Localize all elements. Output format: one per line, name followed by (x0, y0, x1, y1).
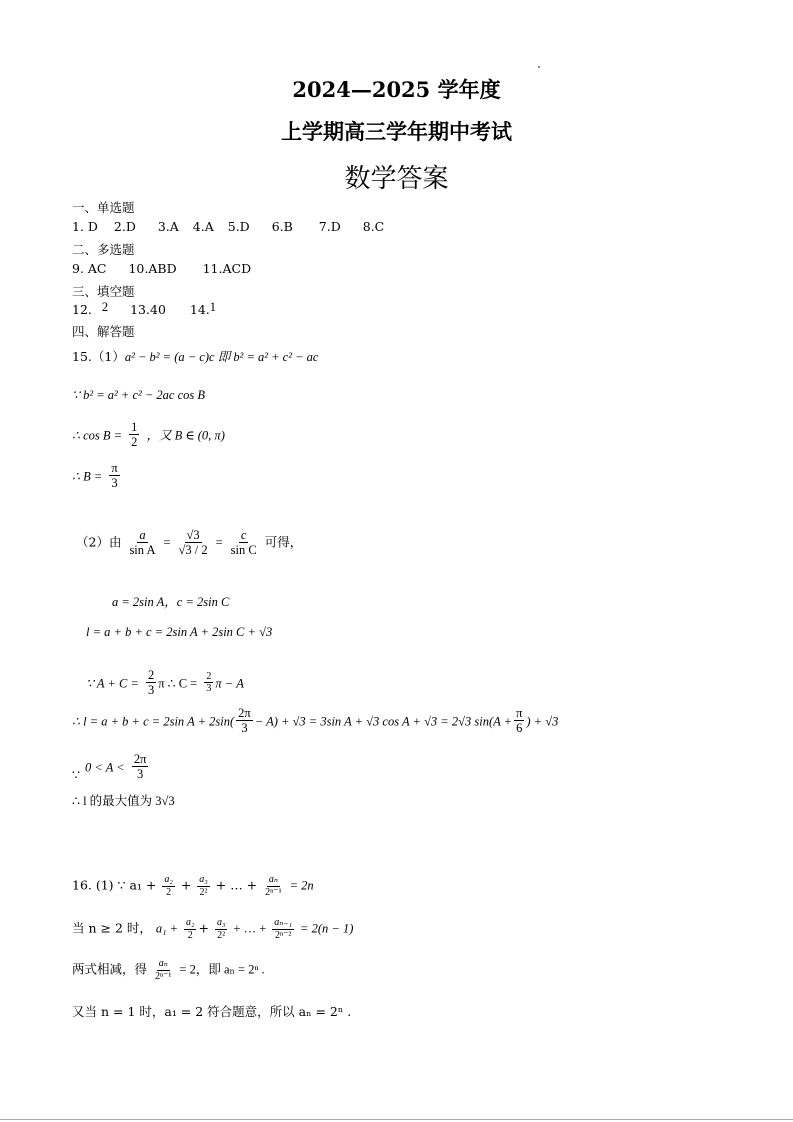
answer-1: 1. D (72, 219, 98, 234)
single-choice-answers (72, 219, 384, 234)
eq-2n-1: = 2(n − 1) (300, 921, 354, 936)
a-range: 0 < A < (85, 760, 125, 775)
fraction-2pi-3: $\frac{2\pi}{3}$ (238, 706, 251, 736)
ellipsis-1: + … + (215, 877, 258, 893)
l-sum-2: − A) + √3 = 3sin A + √3 cos A + √3 = 2√3 sin(A + (254, 714, 513, 729)
ellipsis-2: + … + (233, 921, 267, 936)
section-multi-choice: 二、多选题 (72, 242, 135, 257)
q15-p2-line5 (72, 706, 558, 736)
q16-line3 (72, 958, 265, 982)
a1-plus: a₁ + (155, 921, 179, 936)
a-plus-c: ∵ A + C = (86, 676, 139, 691)
answer-12-value: 2 (101, 300, 109, 314)
multi-choice-answers (72, 261, 251, 276)
q16-line1 (72, 874, 314, 898)
fraction-a3-4: $\frac{\text{a₃}}{\text{2²}}$ (199, 874, 208, 898)
l-sum-3: ) + √3 (526, 714, 559, 729)
section-solutions: 四、解答题 (72, 324, 135, 339)
fraction-c-sinc: $\frac{c}{\text{sin C}}$ (230, 528, 257, 558)
fraction-pi-three: $\frac{\pi}{3}$ (111, 461, 118, 491)
q15-p2-tail: 可得， (264, 534, 303, 550)
fraction-2pi-3b: $\frac{2\pi}{3}$ (133, 752, 147, 782)
pi-minus-a: π − A (215, 676, 244, 691)
q15-p2-line1 (76, 528, 302, 558)
fraction-a-sina: $\frac{a}{\text{sin A}}$ (129, 528, 156, 558)
q15-formula-1: a² − b² = (a − c)c 即 b² = a² + c² − ac (124, 350, 319, 364)
q15-cosb: ∴ cos B = (72, 428, 123, 443)
answer-7: 7.D (318, 219, 341, 234)
answer-11: 11.ACD (202, 261, 252, 276)
answer-14-label: 14. (189, 302, 210, 317)
answer-9: 9. AC (72, 261, 107, 276)
answer-10: 10.ABD (128, 261, 177, 276)
answer-3: 3.A (157, 219, 179, 234)
fraction-an-2n1: $\frac{\text{aₙ}}{\text{2ⁿ⁻¹}}$ (155, 958, 172, 982)
fraction-an-1: $\frac{\text{aₙ₋₁}}{\text{2ⁿ⁻²}}$ (274, 917, 293, 941)
page-bottom-border (0, 1119, 793, 1120)
fraction-two-thirds: $\frac{2}{3}$ (147, 668, 155, 698)
eq-2n: = 2n (289, 878, 314, 893)
fraction-a3-4b: $\frac{\text{a₃}}{\text{2²}}$ (216, 917, 226, 941)
title-exam: 上学期高三学年期中考试 (281, 119, 512, 144)
title-year: 2024—2025 学年度 (292, 77, 501, 102)
q15-formula-2: ∵ b² = a² + c² − 2ac cos B (72, 388, 206, 402)
equals-sign-2: = (215, 535, 223, 550)
fraction-a2-2: $\frac{\text{a₂}}{2}$ (164, 874, 173, 898)
fraction-a2-2b: $\frac{\text{a₂}}{2}$ (186, 917, 195, 941)
q15-p2-label: （2）由 (76, 534, 122, 550)
section-fill-blank: 三、填空题 (72, 284, 135, 299)
q16-line2: 当 n ≥ 2 时， a₁ + $\frac{\text{a₂}}{2}$ + $\frac{\text{a₃}}{\text{2²}}$ + … + $\frac{\text{aₙ₋₁}}{\text{2ⁿ⁻²}}$ = 2(n − 1) (72, 917, 354, 941)
answer-5: 5.D (227, 219, 250, 234)
q16-line4: 又当 n = 1 时，a₁ = 2 符合题意，所以 aₙ = 2ⁿ . (72, 1004, 352, 1019)
when-n-ge-2: 当 n ≥ 2 时， (72, 920, 152, 936)
answer-4: 4.A (192, 219, 214, 234)
l-sum-1: ∴ l = a + b + c = 2sin A + 2sin( (72, 714, 235, 729)
q15-line1 (72, 347, 318, 365)
fraction-one-half: $\frac{1}{2}$ (131, 420, 138, 450)
q15-p2-line6 (72, 752, 150, 782)
answer-12-label: 12. (72, 302, 92, 317)
title-subject: 数学答案 (344, 164, 449, 194)
q15-b-eq: ∴ B = (72, 469, 103, 484)
scan-dot (538, 66, 540, 68)
q15-p2-line4 (86, 668, 244, 698)
section-single-choice: 一、单选题 (72, 200, 135, 215)
c-eq: π ∴ C = (158, 676, 198, 691)
subtract-text: 两式相减，得 (72, 961, 148, 977)
answer-8: 8.C (362, 219, 385, 234)
fraction-an: $\frac{\text{aₙ}}{\text{2ⁿ⁻¹}}$ (265, 874, 282, 898)
q15-line3 (72, 420, 225, 450)
because-sign: ∵ (72, 768, 80, 783)
fraction-pi-6: $\frac{\pi}{6}$ (516, 706, 523, 736)
answer-13: 13.40 (130, 302, 166, 317)
plus-sign: + (180, 877, 192, 893)
fraction-two-thirds-b: $\frac{2}{3}$ (206, 670, 212, 695)
q15-line4 (72, 461, 122, 491)
fraction-root3: $\frac{√3}{√3 / 2}$ (178, 528, 208, 558)
q15-p2-formula-2: a = 2sin A，c = 2sin C (112, 595, 230, 609)
q15-b-range: ，又 B ∈ (0, π) (146, 428, 225, 443)
answer-6: 6.B (271, 219, 293, 234)
q15-p2-formula-3: l = a + b + c = 2sin A + 2sin C + √3 (86, 625, 273, 639)
answer-2: 2.D (113, 219, 136, 234)
q16-label: 16. (1) ∵ a₁ + (72, 877, 157, 893)
an-result: = 2，即 aₙ = 2ⁿ . (179, 962, 265, 977)
fill-blank-answers (72, 302, 216, 318)
q15-p2-conclusion: ∴ l 的最大值为 3√3 (72, 794, 175, 808)
q15-label: 15.（1） (72, 349, 125, 364)
equals-sign: = (163, 535, 171, 550)
answer-14-value: 1 (209, 300, 217, 314)
